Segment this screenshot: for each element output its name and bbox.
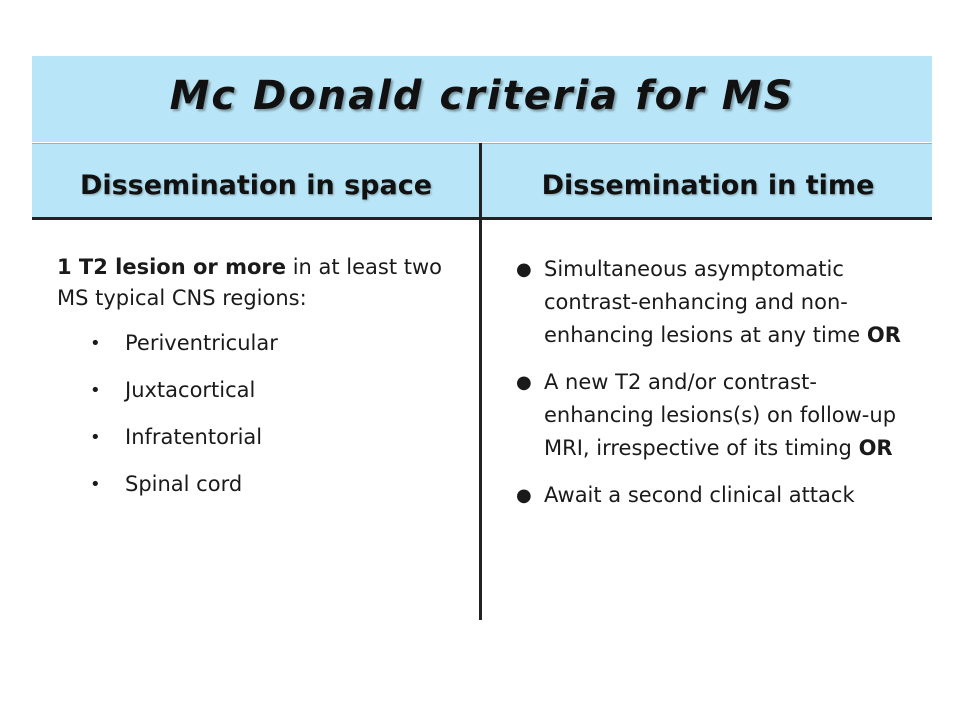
region-list [57, 328, 462, 516]
time-criteria [516, 253, 916, 526]
criterion-text: A new T2 and/or contrast-enhancing lesions(s) on follow-up MRI, irrespective of its timing [544, 370, 897, 460]
list-item [57, 422, 462, 469]
title-band [32, 56, 932, 142]
column-header-band [32, 143, 932, 218]
header-dissemination-time: Dissemination in time [541, 169, 875, 201]
list-item [57, 469, 462, 516]
header-dissemination-space: Dissemination in space [79, 169, 433, 201]
bullet-icon: ● [516, 485, 532, 506]
space-criteria [57, 252, 462, 516]
list-item [516, 253, 916, 352]
list-item [516, 479, 916, 512]
column-divider [479, 143, 482, 620]
region-label: Infratentorial [125, 425, 263, 449]
bullet-icon: ● [516, 372, 532, 393]
list-item [516, 366, 916, 465]
criterion-text: Simultaneous asymptomatic contrast-enhancing and non-enhancing lesions at any time [544, 257, 867, 347]
criterion-text: Await a second clinical attack [544, 483, 855, 507]
space-intro [57, 252, 462, 314]
bullet-icon: • [90, 474, 101, 495]
region-label: Juxtacortical [125, 378, 256, 402]
bullet-icon: • [90, 333, 101, 354]
bullet-icon: • [90, 380, 101, 401]
region-label: Spinal cord [125, 472, 243, 496]
bullet-icon: • [90, 427, 101, 448]
slide-title: Mc Donald criteria for MS [169, 73, 795, 119]
or-label: OR [858, 436, 893, 460]
list-item [57, 375, 462, 422]
space-intro-bold: 1 T2 lesion or more [57, 255, 287, 279]
region-label: Periventricular [125, 331, 278, 355]
header-divider [32, 217, 932, 220]
space-intro-rest: in at least two MS typical CNS regions: [57, 255, 443, 310]
bullet-icon: ● [516, 259, 532, 280]
or-label: OR [866, 323, 901, 347]
time-list [516, 253, 916, 512]
list-item [57, 328, 462, 375]
